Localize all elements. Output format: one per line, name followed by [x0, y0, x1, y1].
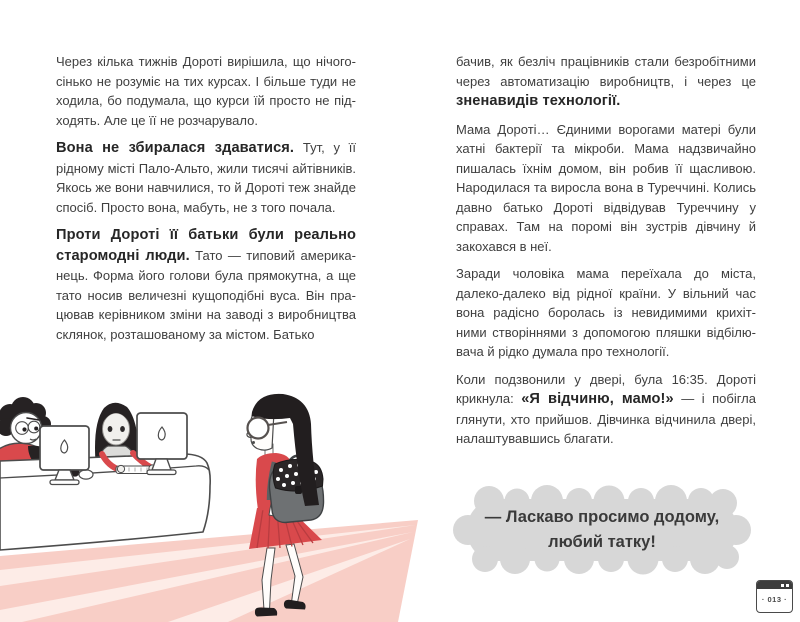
- right-column: [456, 52, 756, 457]
- computer-mouse: [79, 470, 93, 479]
- body-text: Мама Дороті… Єдиними ворогами матері були хатні бактерії та мікроби. Мама надзвичайно пишалась їхнім домом, він робив її щасливою. Народилася та виросла вона в Туреччині. Колись давно батько Дороті відвідував Туреччину у справах. Там на поромі він зустрів дівчину й закохався в неї.: [456, 121, 756, 254]
- paragraph: [456, 370, 756, 449]
- body-text: Через кілька тижнів Дороті вирішила, що нічогосінько не розуміє на тих курсах. І більше туди не ходила, бо подумала, що курси їй просто не підходять. Але це її не розчарувало.: [56, 54, 356, 128]
- speech-bubble-text: [451, 481, 753, 579]
- body-text: — і побігла глянути, хто прийшов. Дівчинка відчинила двері, налаштувавшись благати.: [456, 391, 756, 446]
- round-glasses: [248, 418, 269, 439]
- body-text: Тато — типовий американець. Форма його голови була прямокутна, а ще тато носив величезні кущоподібні вуса. Він працював керівником зміни на заводі з виробництва склянок, розташованому за містом. Батько: [56, 247, 356, 342]
- office-illustration: [0, 382, 460, 622]
- body-text: Тут, у її рідному місті Пало-Альто, жили тисячі айтівників. Якось же вони навчилися, то й Дороті теж знайде спосіб. Просто вона, мабуть, не з того почала.: [56, 140, 356, 215]
- window-titlebar-icon: [757, 581, 792, 589]
- page-number-badge: [756, 580, 793, 613]
- shoe: [255, 607, 277, 616]
- speech-line: любий татку!: [548, 533, 656, 551]
- page-number: · 013 ·: [761, 595, 788, 604]
- paragraph: [456, 120, 756, 257]
- bold-lead-text: зненавидів технології.: [456, 93, 621, 109]
- left-column: [56, 52, 356, 352]
- body-text: бачив, як безліч працівників стали безробітними через автоматизацію виробництв, і через це: [456, 54, 756, 89]
- body-text: Заради чоловіка мама переїхала до міста, далеко-далеко від рідної країни. У вільний час вона радісно боролась із невидимими крихітними створіннями з допомогою пляшки відбілювача й рідко думала про технології.: [456, 266, 756, 359]
- speech-bubble: [451, 481, 753, 579]
- speech-line: — Ласкаво просимо додому,: [484, 508, 720, 526]
- paragraph: [56, 225, 356, 344]
- bold-quote-text: «Я відчиню, мамо!»: [521, 391, 674, 407]
- bold-lead-text: Вона не збиралася здаватися.: [56, 140, 295, 156]
- paragraph: [56, 52, 356, 130]
- office-desk: [0, 454, 210, 550]
- paragraph: [456, 264, 756, 362]
- paragraph: [56, 138, 356, 217]
- body-text: Коли подзвонили у двері, була 16:35. Дороті крикнула:: [456, 371, 756, 406]
- bold-lead-text: Проти Дороті її батьки були реально старомодні люди.: [56, 227, 356, 264]
- paragraph: [456, 52, 756, 112]
